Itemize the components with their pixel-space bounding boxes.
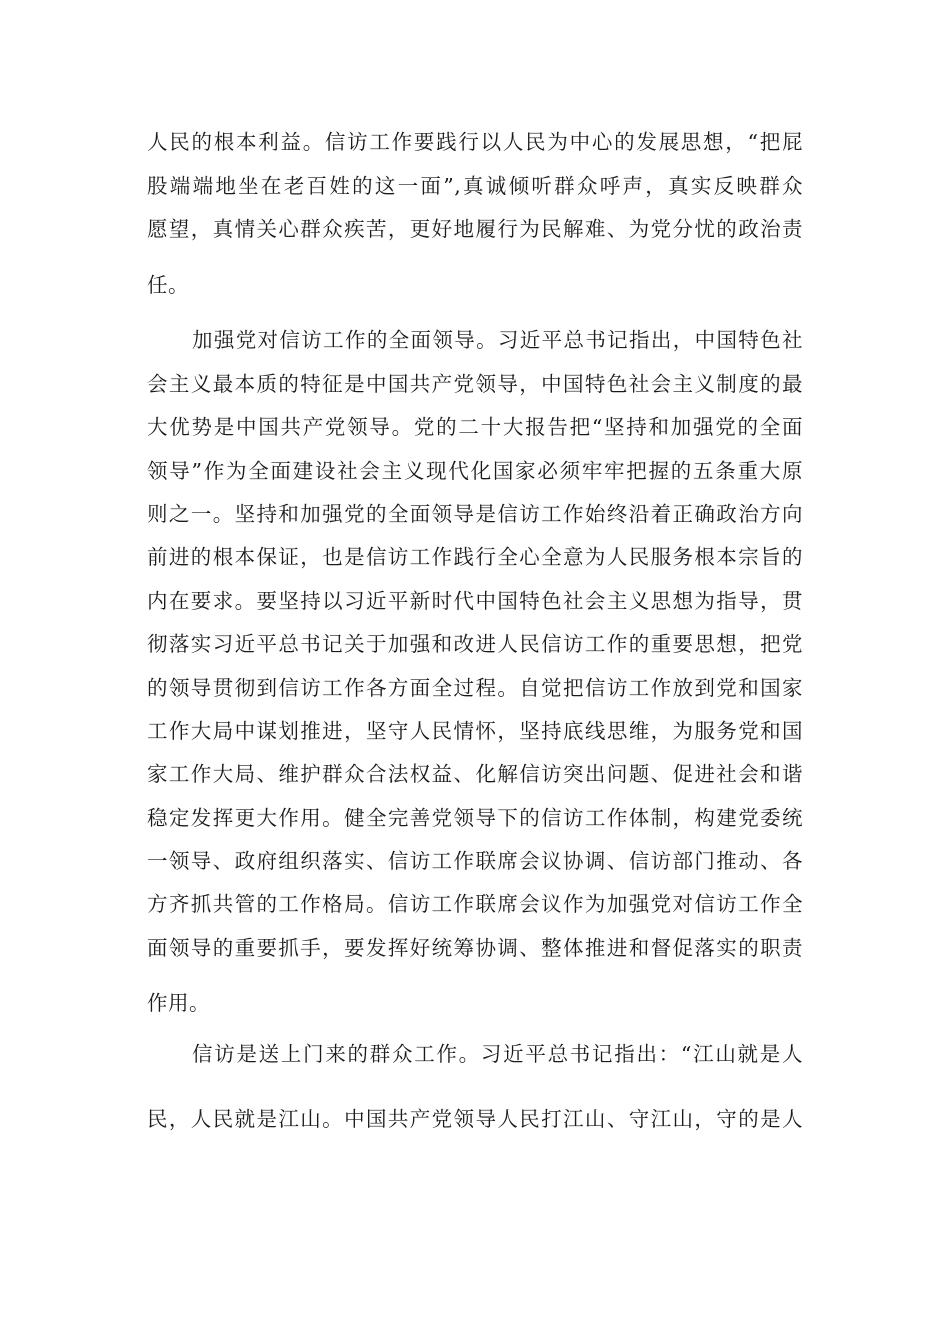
text-line: 方齐抓共管的工作格局。信访工作联席会议作为加强党对信访工作全 xyxy=(147,892,803,916)
text-line: 作用。 xyxy=(147,991,210,1015)
text-line: 股端端地坐在老百姓的这一面”,真诚倾听群众呼声，真实反映群众 xyxy=(147,174,803,198)
text-line: 大优势是中国共产党领导。党的二十大报告把“坚持和加强党的全面 xyxy=(147,415,803,439)
paragraph-first-line: 加强党对信访工作的全面领导。习近平总书记指出，中国特色社 xyxy=(192,328,803,352)
text-line: 工作大局中谋划推进，坚守人民情怀，坚持底线思维，为服务党和国 xyxy=(147,719,803,743)
text-line: 的领导贯彻到信访工作各方面全过程。自觉把信访工作放到党和国家 xyxy=(147,676,803,700)
text-line: 会主义最本质的特征是中国共产党领导，中国特色社会主义制度的最 xyxy=(147,372,803,396)
text-line: 面领导的重要抓手，要发挥好统筹协调、整体推进和督促落实的职责 xyxy=(147,936,803,960)
text-line: 任。 xyxy=(147,273,189,297)
text-line: 家工作大局、维护群众合法权益、化解信访突出问题、促进社会和谐 xyxy=(147,762,803,786)
paragraph-first-line: 信访是送上门来的群众工作。习近平总书记指出：“江山就是人 xyxy=(192,1042,803,1066)
text-line: 一领导、政府组织落实、信访工作联席会议协调、信访部门推动、各 xyxy=(147,849,803,873)
text-line: 则之一。坚持和加强党的全面领导是信访工作始终沿着正确政治方向 xyxy=(147,502,803,526)
text-line: 人民的根本利益。信访工作要践行以人民为中心的发展思想，“把屁 xyxy=(147,130,803,154)
text-line: 前进的根本保证，也是信访工作践行全心全意为人民服务根本宗旨的 xyxy=(147,545,803,569)
text-line: 彻落实习近平总书记关于加强和改进人民信访工作的重要思想，把党 xyxy=(147,632,803,656)
text-line: 内在要求。要坚持以习近平新时代中国特色社会主义思想为指导，贯 xyxy=(147,589,803,613)
text-line: 稳定发挥更大作用。健全完善党领导下的信访工作体制，构建党委统 xyxy=(147,806,803,830)
text-line: 领导”作为全面建设社会主义现代化国家必须牢牢把握的五条重大原 xyxy=(147,459,803,483)
text-line: 民，人民就是江山。中国共产党领导人民打江山、守江山，守的是人 xyxy=(147,1107,803,1131)
text-line: 愿望，真情关心群众疾苦，更好地履行为民解难、为党分忧的政治责 xyxy=(147,217,803,241)
